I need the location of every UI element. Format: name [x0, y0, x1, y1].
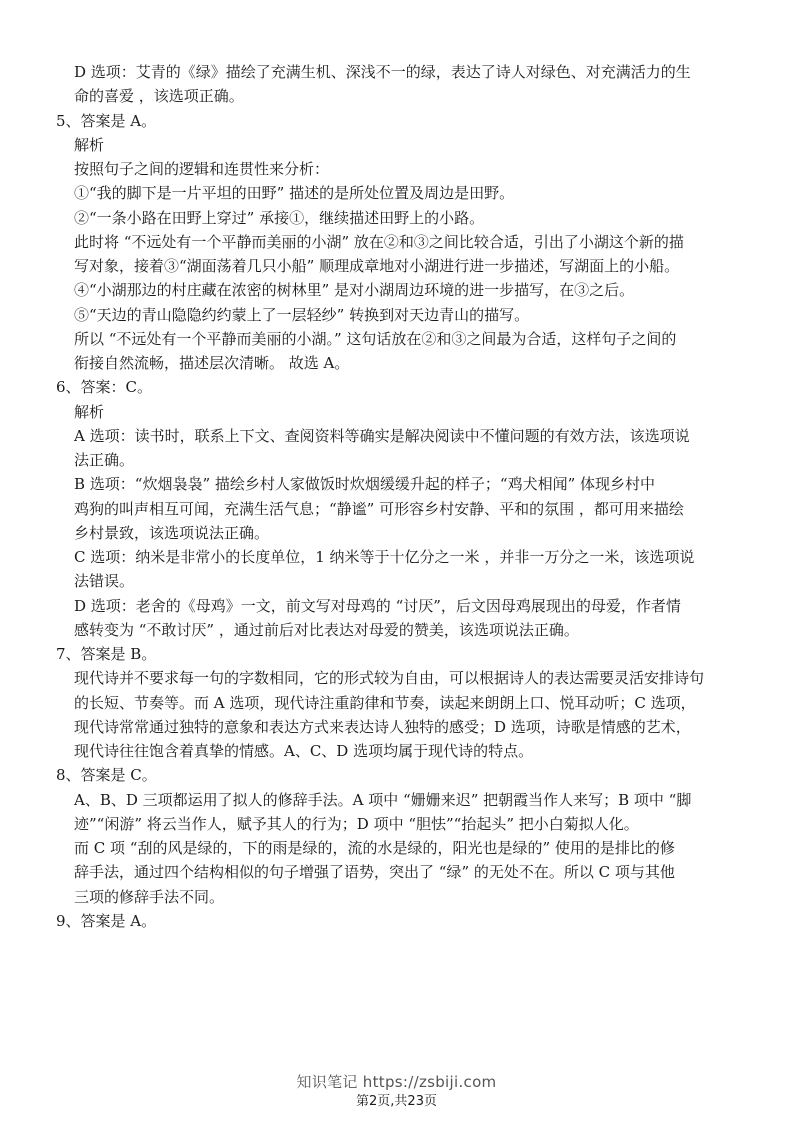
text-line: D 选项：老舍的《母鸡》一文，前文写对母鸡的 “讨厌”，后文因母鸡展现出的母爱，作者情: [74, 596, 681, 615]
text-line: 现代诗往往饱含着真挚的情感。A、C、D 选项均属于现代诗的特点。: [74, 742, 534, 760]
text-line: A 选项：读书时，联系上下文、查阅资料等确实是解决阅读中不懂问题的有效方法，该选项说: [74, 426, 690, 445]
footer-watermark: 知识笔记 https://zsbiji.com: [296, 1073, 497, 1091]
text-line: ④“小湖那边的村庄藏在浓密的树林里” 是对小湖周边环境的进一步描写，在③之后。: [74, 281, 635, 300]
text-line: ②“一条小路在田野上穿过” 承接①，继续描述田野上的小路。: [74, 208, 485, 227]
text-line: 5、答案是 A。: [56, 111, 157, 130]
page-number: 第2页,共23页: [356, 1094, 437, 1109]
text-line: A、B、D 三项都运用了拟人的修辞手法。A 项中 “姗姗来迟” 把朝霞当作人来写；B 项中 “脚: [74, 790, 692, 809]
text-line: 此时将 “不远处有一个平静而美丽的小湖” 放在②和③之间比较合适，引出了小湖这个新的描: [74, 232, 684, 251]
text-line: 所以 “不远处有一个平静而美丽的小湖。” 这句话放在②和③之间最为合适，这样句子之间的: [74, 329, 677, 348]
text-line: 解析: [74, 135, 105, 154]
text-line: ⑤“天边的青山隐隐约约蒙上了一层轻纱” 转换到对天边青山的描写。: [74, 305, 530, 324]
text-line: 辞手法，通过四个结构相似的句子增强了语势，突出了 “绿” 的无处不在。所以 C 项与其他: [74, 863, 675, 882]
text-line: 8、答案是 C。: [56, 766, 157, 785]
text-line: 按照句子之间的逻辑和连贯性来分析：: [74, 160, 330, 178]
text-line: 三项的修辞手法不同。: [74, 887, 225, 906]
text-line: 衔接自然流畅，描述层次清晰。 故选 A。: [74, 354, 350, 372]
text-line: 乡村景致，该选项说法正确。: [74, 523, 270, 542]
text-line: 7、答案是 B。: [56, 645, 157, 663]
text-line: 命的喜爱 ，该选项正确。: [74, 87, 244, 106]
text-line: D 选项：艾青的《绿》描绘了充满生机、深浅不一的绿，表达了诗人对绿色、对充满活力的生: [74, 63, 691, 81]
text-line: B 选项：“炊烟袅袅” 描绘乡村人家做饭时炊烟缓缓升起的样子；“鸡犬相闻” 体现乡村中: [74, 475, 656, 494]
text-line: 9、答案是 A。: [56, 911, 157, 930]
text-line: 的长短、节奏等。而 A 选项，现代诗注重韵律和节奏，读起来朗朗上口、悦耳动听；C 选项，: [74, 693, 696, 712]
text-line: 现代诗常常通过独特的意象和表达方式来表达诗人独特的感受；D 选项，诗歌是情感的艺术，: [74, 717, 691, 736]
text-line: ①“我的脚下是一片平坦的田野” 描述的是所处位置及周边是田野。: [74, 184, 515, 203]
text-line: 现代诗并不要求每一句的字数相同，它的形式较为自由，可以根据诗人的表达需要灵活安排诗句: [74, 669, 705, 688]
text-line: 感转变为 “不敢讨厌” ，通过前后对比表达对母爱的赞美，该选项说法正确。: [74, 620, 579, 639]
text-line: 法正确。: [74, 451, 135, 469]
text-line: 而 C 项 “刮的风是绿的，下的雨是绿的，流的水是绿的，阳光也是绿的” 使用的是排比的修: [74, 839, 675, 857]
text-line: 鸡狗的叫声相互可闻，充满生活气息；“静谧” 可形容乡村安静、平和的氛围 ，都可用来描绘: [74, 499, 684, 518]
text-line: 法错误。: [74, 572, 135, 591]
text-line: 解析: [74, 402, 105, 421]
text-line: 6、答案：C。: [56, 378, 153, 397]
text-line: C 选项：纳米是非常小的长度单位，1 纳米等于十亿分之一米 ，并非一万分之一米，该选项说: [74, 548, 695, 566]
text-line: 迹”“闲游” 将云当作人，赋予其人的行为；D 项中 “胆怯”“抬起头” 把小白菊拟人化。: [74, 814, 639, 833]
text-line: 写对象，接着③“湖面荡着几只小船” 顺理成章地对小湖进行进一步描述，写湖面上的小船。: [74, 257, 680, 275]
